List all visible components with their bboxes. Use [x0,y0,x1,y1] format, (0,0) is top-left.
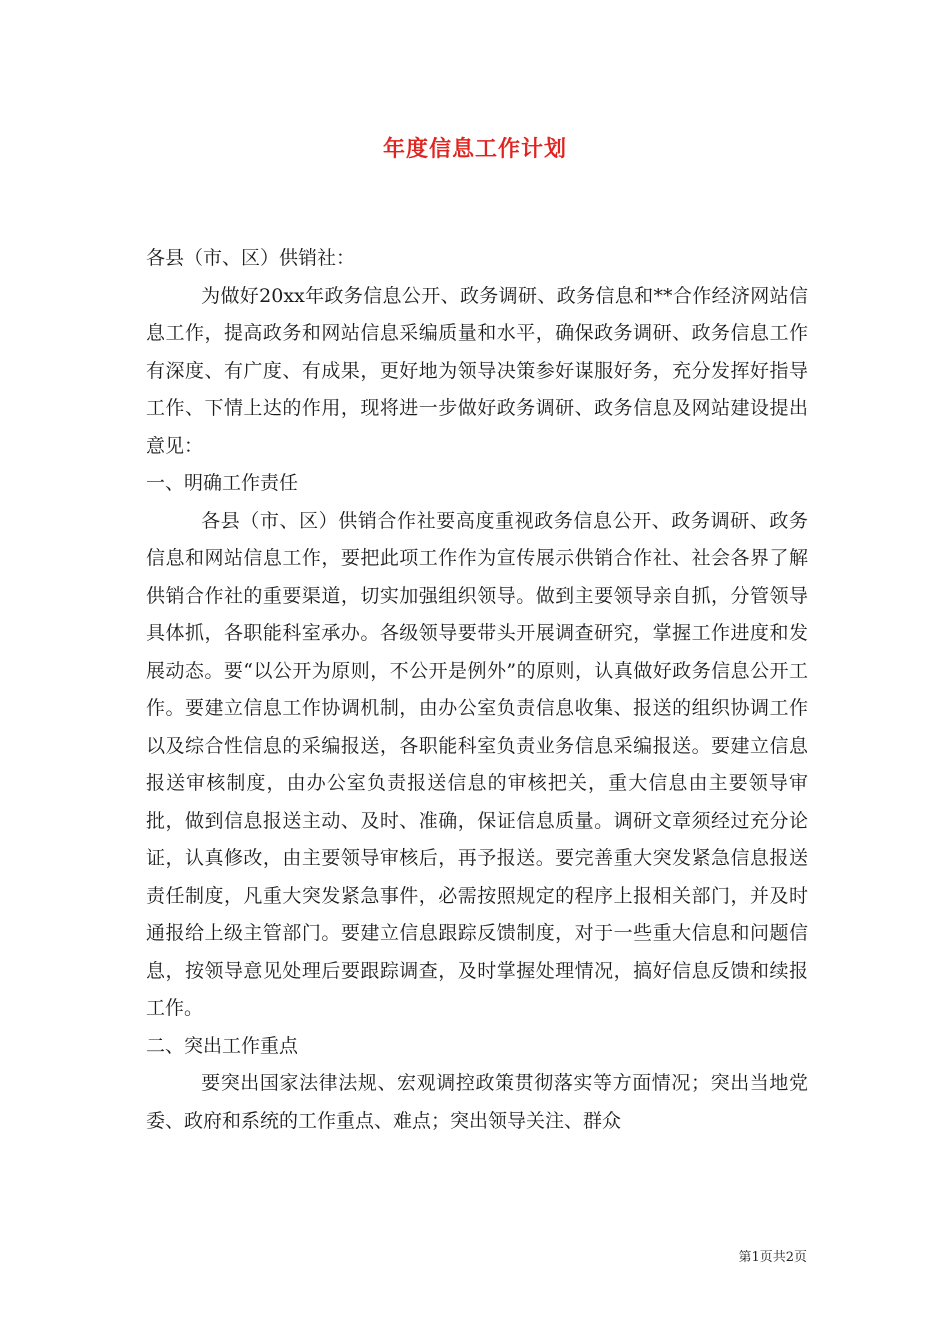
intro-paragraph: 为做好20xx年政务信息公开、政务调研、政务信息和**合作经济网站信息工作，提高政务和网站信息采编质量和水平，确保政务调研、政务信息工作有深度、有广度、有成果，更好地为领导决策参好谋服好务，充分发挥好指导工作、下情上达的作用，现将进一步做好政务调研、政务信息及网站建设提出意见： [146,284,808,457]
document-title: 年度信息工作计划 [382,137,567,162]
section-body-2: 要突出国家法律法规、宏观调控政策贯彻落实等方面情况；突出当地党委、政府和系统的工作重点、难点；突出领导关注、群众 [146,1072,808,1132]
document-body [146,240,808,1140]
section-heading-1: 一、明确工作责任 [146,472,299,494]
salutation: 各县（市、区）供销社： [146,247,356,269]
section-body-1: 各县（市、区）供销合作社要高度重视政务信息公开、政务调研、政务信息和网站信息工作，要把此项工作作为宣传展示供销合作社、社会各界了解供销合作社的重要渠道，切实加强组织领导。做到主要领导亲自抓，分管领导具体抓，各职能科室承办。各级领导要带头开展调查研究，掌握工作进度和发展动态。要“以公开为原则，不公开是例外”的原则，认真做好政务信息公开工作。要建立信息工作协调机制，由办公室负责信息收集、报送的组织协调工作以及综合性信息的采编报送，各职能科室负责业务信息采编报送。要建立信息报送审核制度，由办公室负责报送信息的审核把关，重大信息由主要领导审批，做到信息报送主动、及时、准确，保证信息质量。调研文章须经过充分论证，认真修改，由主要领导审核后，再予报送。要完善重大突发紧急信息报送责任制度，凡重大突发紧急事件，必需按照规定的程序上报相关部门，并及时通报给上级主管部门。要建立信息跟踪反馈制度，对于一些重大信息和问题信息，按领导意见处理后要跟踪调查，及时掌握处理情况，搞好信息反馈和续报工作。 [146,509,808,1019]
section-heading-2: 二、突出工作重点 [146,1034,299,1057]
page-indicator: 第1页共2页 [738,1250,807,1265]
